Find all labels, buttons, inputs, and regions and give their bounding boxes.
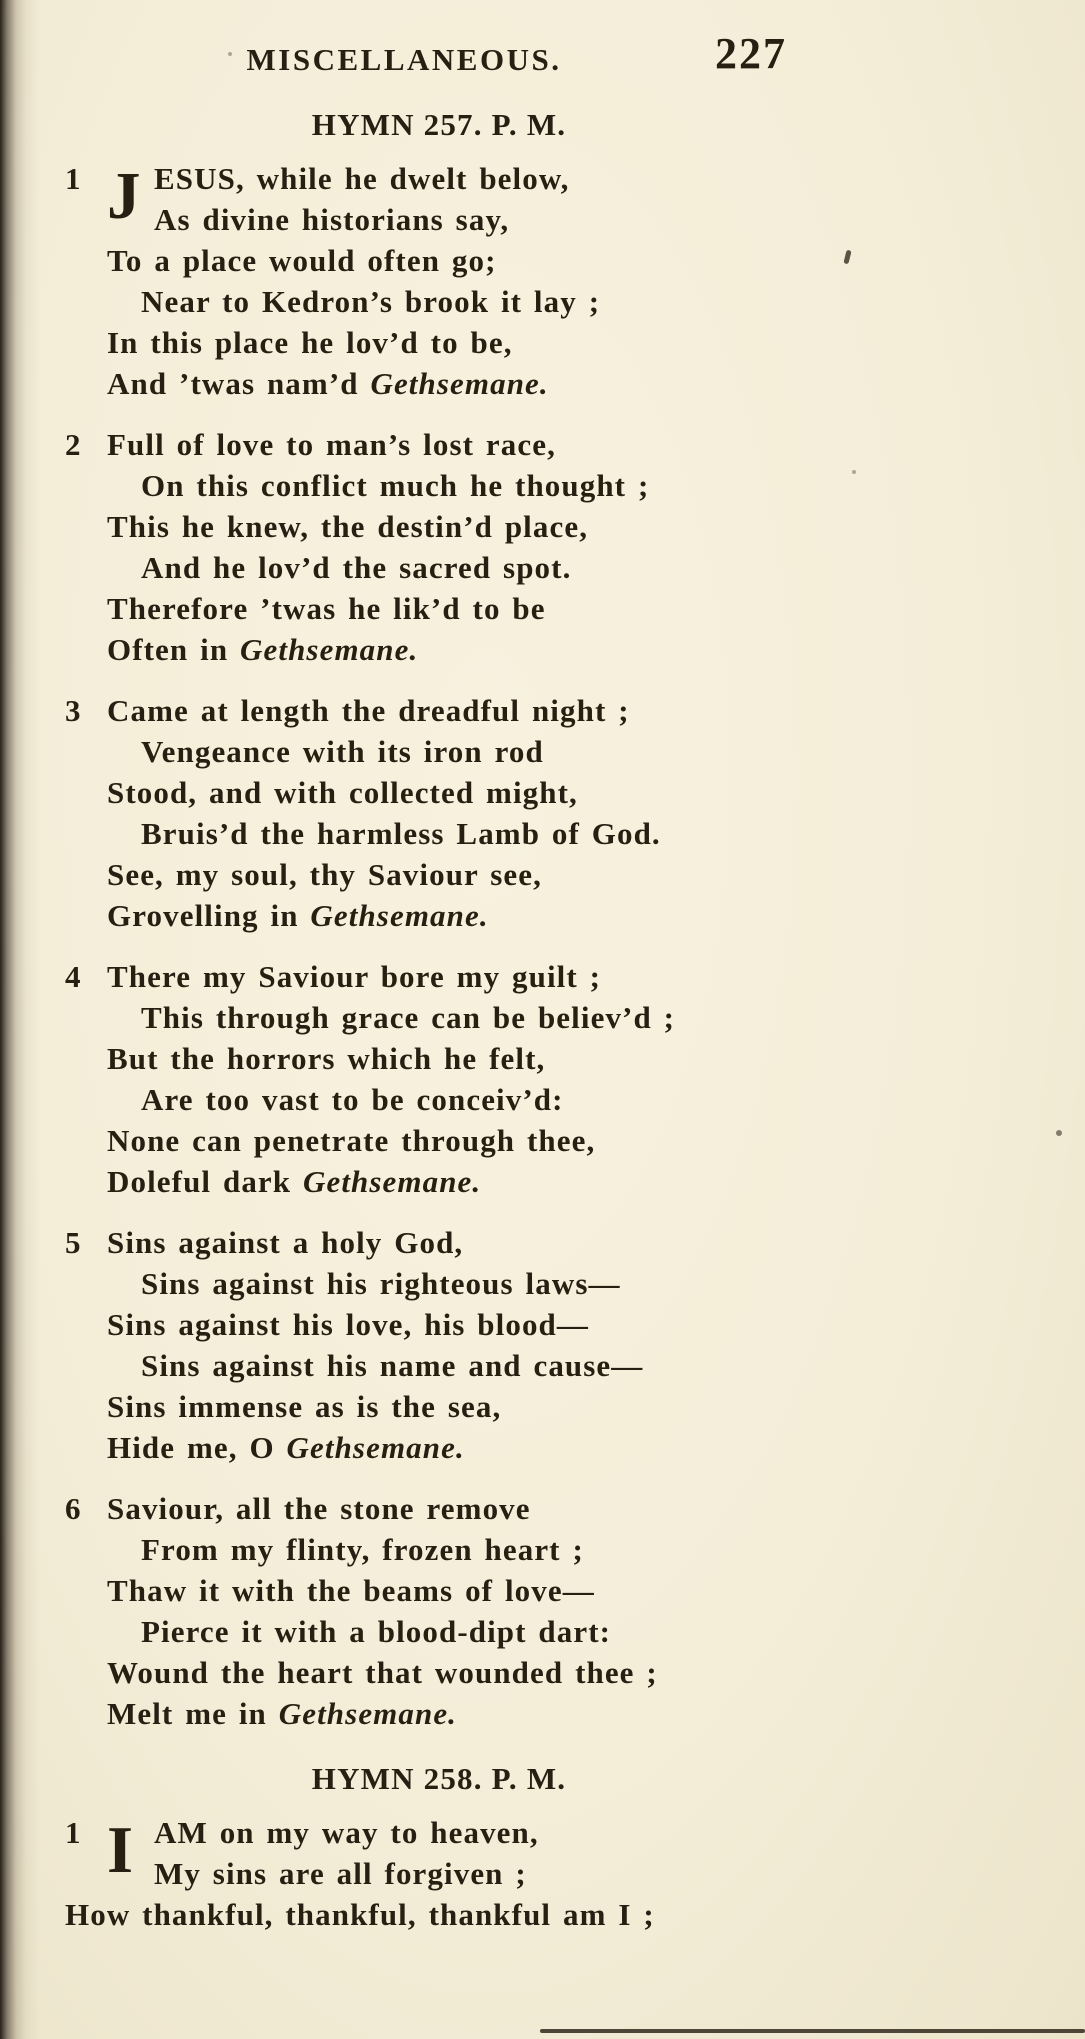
verse-line-text: Bruis’d the harmless Lamb of God. [141,816,661,851]
verse-line-text: To a place would often go; [107,243,497,278]
verse-line-text: None can penetrate through thee, [107,1123,596,1158]
verse-line-text: But the horrors which he felt, [107,1041,546,1076]
verse-line-text: Melt me in [107,1696,279,1731]
hymn [65,1758,813,1935]
verse-line-text-italic: Gethsemane. [370,366,549,401]
verse-number: 5 [65,1225,82,1260]
page-content [65,30,813,1935]
verse-line-text: From my flinty, frozen heart ; [141,1532,584,1567]
verse-line [107,895,813,936]
verse-number: 3 [65,693,82,728]
verse-line-text-italic: Gethsemane. [278,1696,458,1731]
verse-line [107,158,813,199]
scan-artifact [852,470,856,474]
verse-line-text: Are too vast to be conceiv’d: [141,1082,564,1117]
verse-line [107,322,813,363]
hymn-heading: HYMN 257. P. M. [311,107,567,142]
verse-line-text: In this place he lov’d to be, [107,325,513,360]
verse-line [107,1263,813,1304]
verse-number: 1 [65,161,82,196]
verse-line [107,588,813,629]
verse-line [107,1853,813,1894]
verse-line [107,1488,813,1529]
verse [65,1488,813,1734]
verse-line [107,506,813,547]
verse-number: 6 [65,1491,82,1526]
verse-line-text: Near to Kedron’s brook it lay ; [141,284,601,319]
verse-line [107,281,813,322]
verse-line-text: Therefore ’twas he lik’d to be [107,591,546,626]
verse-line [107,731,813,772]
verse-line-text: There my Saviour bore my guilt ; [107,959,602,994]
verse-number: 4 [65,959,82,994]
verse-line-text: And ’twas nam’d [107,366,371,401]
verse-line-text-italic: Gethsemane. [302,1164,482,1199]
verse-line-text: Sins against his love, his blood— [107,1307,589,1342]
scan-artifact-line [540,2029,1085,2033]
verse-line-text: And he lov’d the sacred spot. [141,550,572,585]
verse [65,690,813,936]
verse-line-text: Sins against a holy God, [107,1225,464,1260]
verse-line [107,1693,813,1734]
verse-line [107,690,813,731]
verse-line [107,1120,813,1161]
verse-number: 1 [65,1815,82,1850]
verse-line [107,465,813,506]
drop-cap: J [107,159,142,233]
drop-cap: I [107,1813,135,1887]
verse-line-text-italic: Gethsemane. [286,1430,465,1465]
verse-line [107,240,813,281]
verse-line [65,1894,813,1935]
verse-line [107,1304,813,1345]
verse [65,956,813,1202]
verse-line-text-italic: Gethsemane. [310,898,489,933]
verse-line [107,1038,813,1079]
verse-line-text: My sins are all forgiven ; [154,1856,527,1891]
verse-line-text: Full of love to man’s lost race, [107,427,556,462]
verse-line [107,1812,813,1853]
verse-line [107,772,813,813]
verse-line [107,363,813,404]
verse-line [107,1611,813,1652]
verse-line-text: Sins against his righteous laws— [141,1266,621,1301]
verse-line [107,1529,813,1570]
verse-line [107,1427,813,1468]
verse-line-text: AM on my way to heaven, [154,1815,539,1850]
verse-number: 2 [65,427,82,462]
verse-line-text: Grovelling in [107,898,311,933]
verse-line-text: On this conflict much he thought ; [141,468,650,503]
verse-line [107,854,813,895]
verse-line-text: Vengeance with its iron rod [141,734,544,769]
verse-line-text: Pierce it with a blood-dipt dart: [141,1614,612,1649]
verse-line-text: Doleful dark [107,1164,303,1199]
verse-line-text: This through grace can be believ’d ; [141,1000,676,1035]
hymn [65,104,813,1734]
verse-line [107,1570,813,1611]
verse-line-text: Saviour, all the stone remove [107,1491,531,1526]
hymn-heading: HYMN 258. P. M. [311,1761,567,1796]
verse-line [107,1222,813,1263]
verse [65,424,813,670]
verse-line-text: Thaw it with the beams of love— [107,1573,595,1608]
verse-line [107,1345,813,1386]
verse-line [107,1079,813,1120]
page-header [65,30,813,90]
verse-line-text: ESUS, while he dwelt below, [154,161,570,196]
verse-line-text: This he knew, the destin’d place, [107,509,589,544]
verse-line-text: See, my soul, thy Saviour see, [107,857,542,892]
verse [65,158,813,404]
verse-line [107,1386,813,1427]
verse-line-text: Hide me, O [107,1430,287,1465]
verse-line-text: Sins against his name and cause— [141,1348,644,1383]
book-binding-shadow [0,0,40,2039]
verse [65,1812,813,1935]
verse-line [107,424,813,465]
scan-artifact [1056,1130,1062,1136]
verse-line [107,813,813,854]
verse-line [107,1161,813,1202]
verse-line-text: As divine historians say, [154,202,510,237]
verse-line-text: Came at length the dreadful night ; [107,693,630,728]
verse-line-text-italic: Gethsemane. [240,632,419,667]
verse-line [107,997,813,1038]
verse-line [107,547,813,588]
scan-artifact [843,250,851,265]
verse-line [107,1652,813,1693]
running-title: MISCELLANEOUS. [246,42,562,77]
page-number: 227 [715,29,787,78]
verse-line [107,199,813,240]
verse-line [107,956,813,997]
verse-line [107,629,813,670]
hymns [65,104,813,1935]
verse-line-text: How thankful, thankful, thankful am I ; [65,1897,655,1932]
verse-line-text: Wound the heart that wounded thee ; [107,1655,658,1690]
verse [65,1222,813,1468]
verse-line-text: Stood, and with collected might, [107,775,578,810]
verse-line-text: Sins immense as is the sea, [107,1389,502,1424]
verse-line-text: Often in [107,632,241,667]
